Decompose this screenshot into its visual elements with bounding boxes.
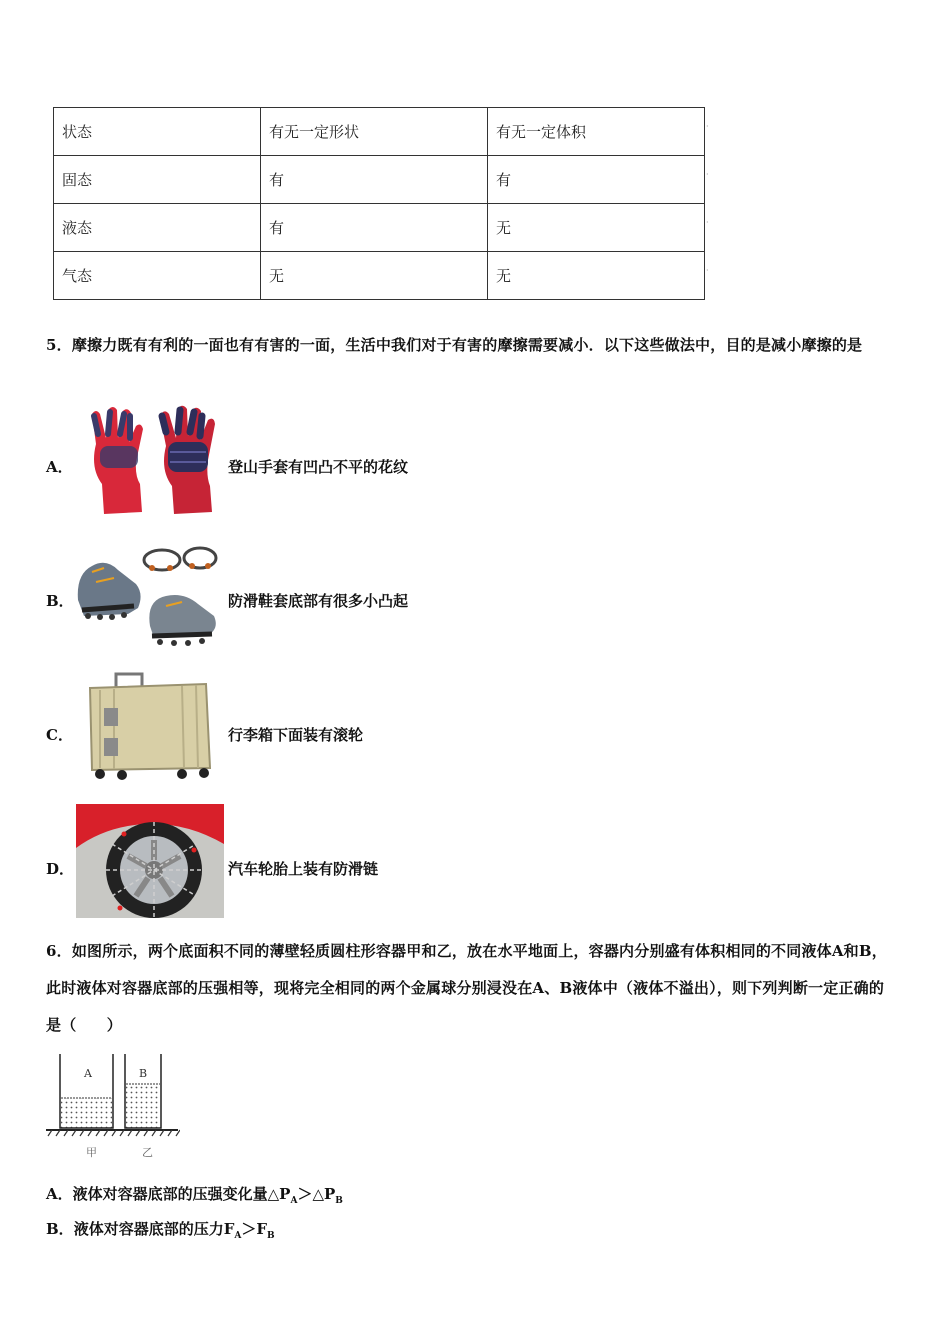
option-c-letter: C． — [46, 726, 73, 744]
suitcase-image — [86, 672, 214, 780]
label-jia: 甲 — [86, 1146, 97, 1159]
q6-option-b-sub1: A — [234, 1231, 242, 1241]
question-5-text: 5．摩擦力既有有利的一面也有有害的一面，生活中我们对于有害的摩擦需要减小．以下这些做法中，目的是减小摩擦的是 — [46, 336, 863, 354]
q6-option-b — [46, 1218, 275, 1241]
q6-option-b-sub2: B — [266, 1231, 275, 1241]
table-cell: 液态 — [54, 204, 261, 252]
table-cell: 有 — [488, 156, 705, 204]
table-row — [54, 252, 705, 300]
states-table — [53, 107, 705, 300]
crampon-top — [144, 548, 216, 571]
q6-option-b-mid: ＞F — [241, 1220, 267, 1238]
option-b-letter: B． — [46, 592, 74, 610]
table-cell: 无 — [488, 204, 705, 252]
row-end-mark: · — [706, 170, 709, 179]
table-cell: 有 — [261, 156, 488, 204]
q6-option-a-mid: ＞△P — [297, 1185, 336, 1203]
q6-option-b-letter: B． — [46, 1220, 74, 1238]
shoe-cover-image — [74, 538, 224, 650]
q6-option-a-text: 液体对容器底部的压强变化量△P — [72, 1185, 291, 1203]
q6-option-a-sub1: A — [290, 1196, 298, 1206]
option-c-text: 行李箱下面装有滚轮 — [228, 726, 364, 744]
option-d-letter: D． — [46, 860, 75, 878]
shoe-right — [149, 595, 215, 646]
containers-figure — [44, 1050, 180, 1162]
left-glove — [92, 407, 143, 514]
q6-option-a-letter: A． — [46, 1185, 73, 1203]
label-a: A — [84, 1067, 92, 1080]
option-a-text: 登山手套有凹凸不平的花纹 — [228, 458, 409, 476]
option-a-letter: A． — [46, 458, 73, 476]
label-yi: 乙 — [142, 1146, 153, 1159]
table-cell: 有 — [261, 204, 488, 252]
row-end-mark: · — [706, 266, 709, 275]
q6-option-a — [46, 1183, 343, 1206]
option-d-text: 汽车轮胎上装有防滑链 — [228, 860, 379, 878]
table-cell: 无 — [261, 252, 488, 300]
label-b: B — [139, 1067, 148, 1080]
shoe-left — [78, 563, 141, 620]
q6-option-b-text: 液体对容器底部的压力F — [73, 1220, 235, 1238]
table-row — [54, 204, 705, 252]
question-6-text: 6．如图所示，两个底面积不同的薄壁轻质圆柱形容器甲和乙，放在水平地面上，容器内分别盛有体积相同的不同液体A和B，此时液体对容器底部的压强相等，现将完全相同的两个金属球分别浸没在A、B液体中（液体不溢出），则下列判断一定正确的是（ ） — [46, 942, 887, 1034]
table-row — [54, 156, 705, 204]
table-cell: 无 — [488, 252, 705, 300]
option-b-text: 防滑鞋套底部有很多小凸起 — [228, 592, 409, 610]
table-cell: 有无一定形状 — [261, 108, 488, 156]
table-cell: 气态 — [54, 252, 261, 300]
right-glove — [160, 406, 215, 514]
table-row — [54, 108, 705, 156]
row-end-mark: · — [706, 122, 709, 131]
gloves-image — [80, 404, 228, 516]
row-end-mark: · — [706, 218, 709, 227]
table-cell: 有无一定体积 — [488, 108, 705, 156]
table-cell: 状态 — [54, 108, 261, 156]
table-cell: 固态 — [54, 156, 261, 204]
q6-option-a-sub2: B — [335, 1196, 343, 1206]
tire-chain-image — [76, 804, 224, 918]
